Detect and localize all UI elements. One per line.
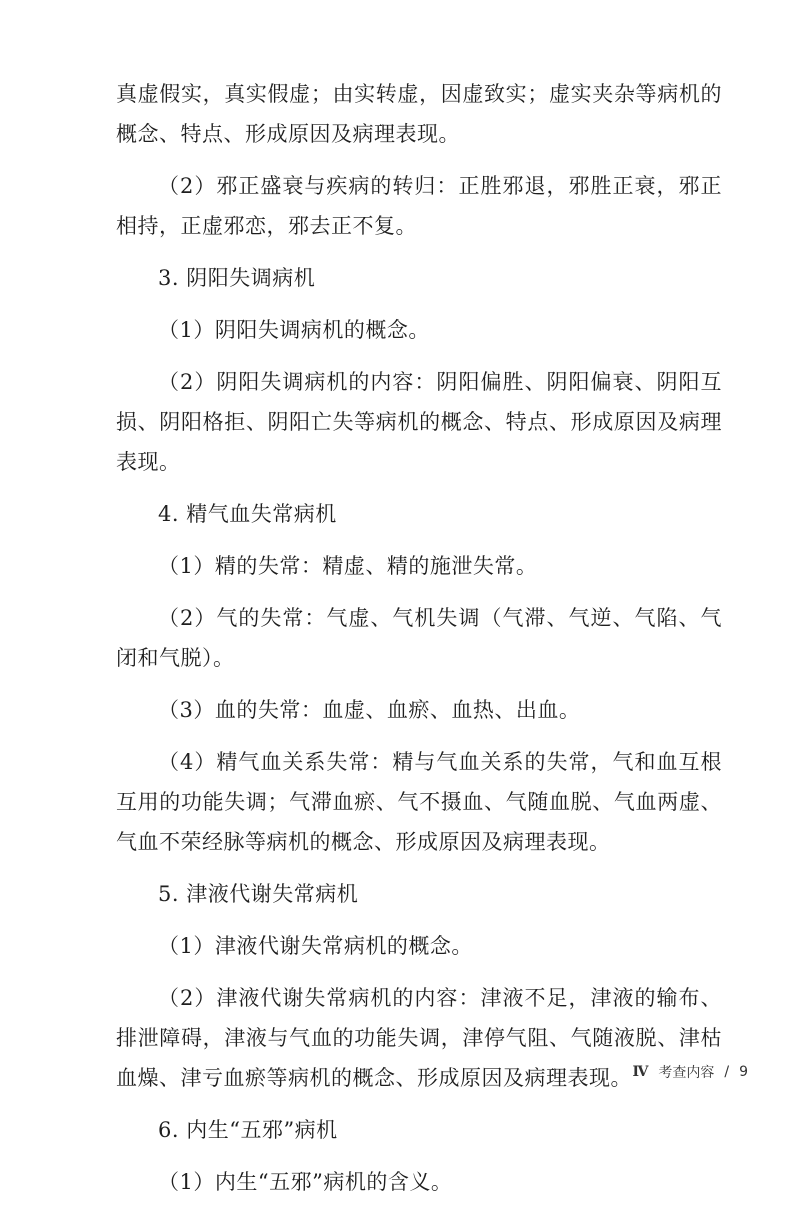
section-heading: 3. 阴阳失调病机: [158, 266, 316, 290]
paragraph-item: （4）精气血关系失常：精与气血关系的失常，气和血互根互用的功能失调；气滞血瘀、气不摄血、气随血脱、气血两虚、气血不荣经脉等病机的概念、形成原因及病理表现。: [116, 750, 722, 854]
page-number: 9: [739, 1064, 748, 1080]
footer-separator: /: [724, 1064, 730, 1080]
document-body: [116, 74, 722, 1214]
page-footer: [632, 1062, 748, 1082]
paragraph-item: （2）气的失常：气虚、气机失调（气滞、气逆、气陷、气闭和气脱）。: [116, 606, 722, 670]
paragraph-item: （1）津液代谢失常病机的概念。: [158, 934, 473, 958]
paragraph-item: （1）内生“五邪”病机的含义。: [158, 1170, 453, 1194]
section-heading: 6. 内生“五邪”病机: [158, 1118, 338, 1142]
paragraph-item: （1）阴阳失调病机的概念。: [158, 318, 430, 342]
footer-section-number: Ⅳ: [632, 1064, 649, 1080]
section-heading: 4. 精气血失常病机: [158, 502, 337, 526]
paragraph-item: （3）血的失常：血虚、血瘀、血热、出血。: [158, 698, 581, 722]
section-heading: 5. 津液代谢失常病机: [158, 882, 359, 906]
paragraph-item: （2）津液代谢失常病机的内容：津液不足，津液的输布、排泄障碍，津液与气血的功能失调，津停气阻、气随液脱、津枯血燥、津亏血瘀等病机的概念、形成原因及病理表现。: [116, 986, 722, 1090]
footer-title: 考查内容: [658, 1065, 715, 1081]
paragraph-item: （2）阴阳失调病机的内容：阴阳偏胜、阴阳偏衰、阴阳互损、阴阳格拒、阴阳亡失等病机的概念、特点、形成原因及病理表现。: [116, 370, 722, 474]
paragraph-item: （1）精的失常：精虚、精的施泄失常。: [158, 554, 538, 578]
paragraph-continuation: 真虚假实，真实假虚；由实转虚，因虚致实；虚实夹杂等病机的概念、特点、形成原因及病理表现。: [116, 82, 722, 146]
paragraph-item: （2）邪正盛衰与疾病的转归：正胜邪退，邪胜正衰，邪正相持，正虚邪恋，邪去正不复。: [116, 174, 722, 238]
